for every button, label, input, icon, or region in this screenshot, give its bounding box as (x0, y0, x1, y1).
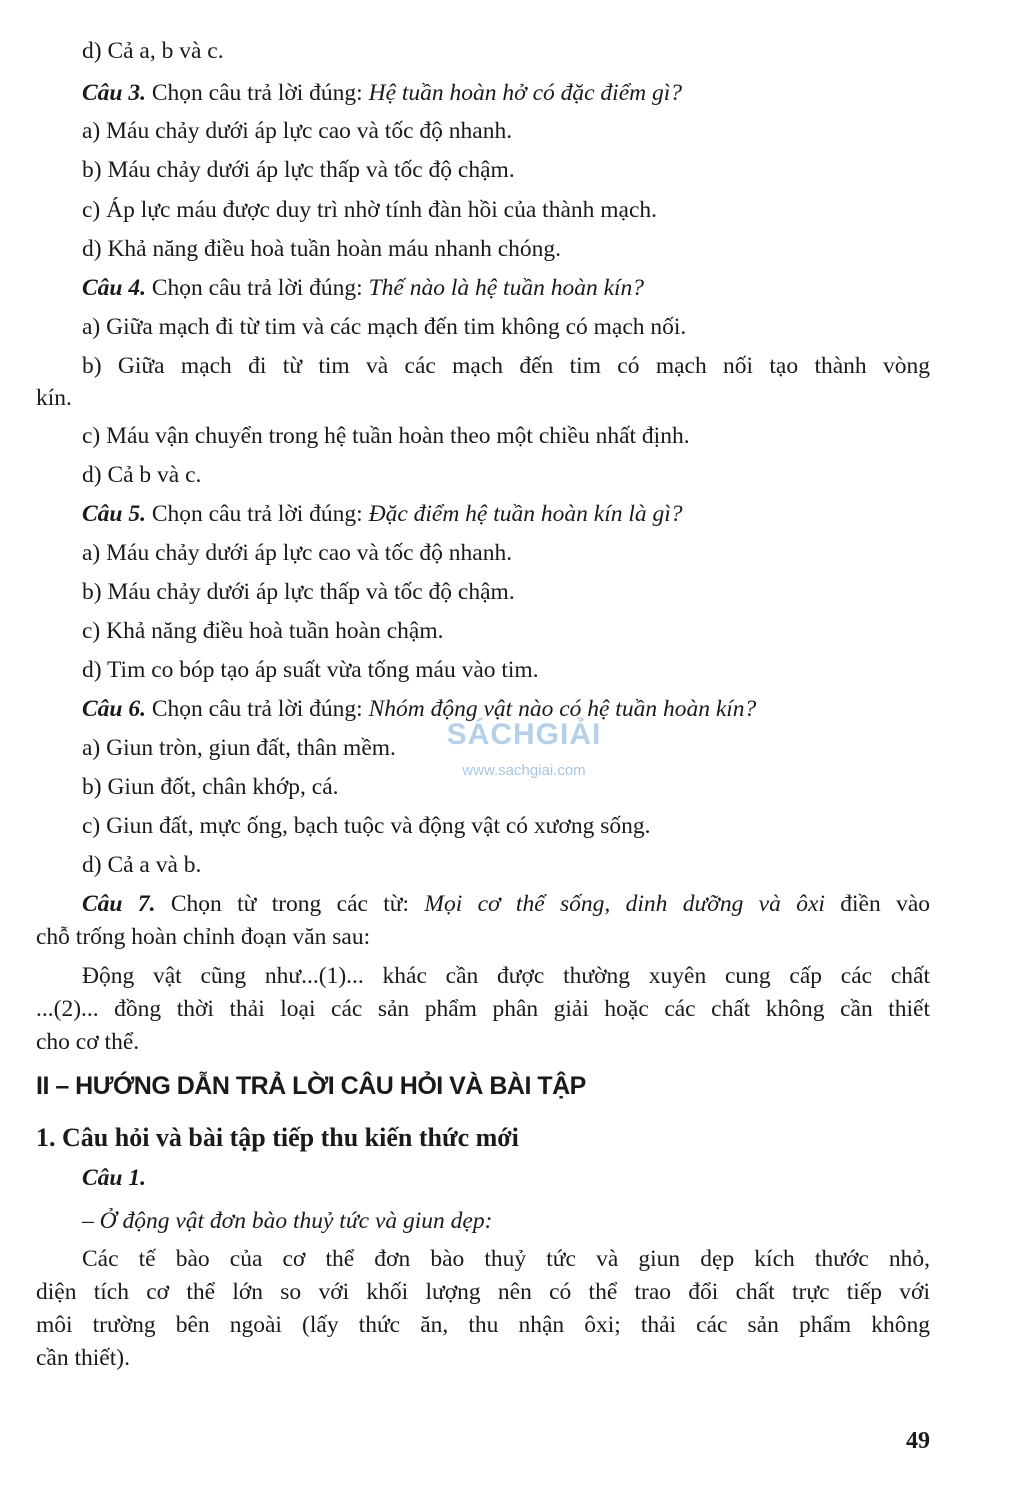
paragraph-line: cho cơ thể. (36, 1029, 140, 1055)
option-line: b) Giun đốt, chân khớp, cá. (82, 774, 339, 800)
option-line: c) Khả năng điều hoà tuần hoàn chậm. (82, 618, 444, 644)
question-prompt: Chọn câu trả lời đúng: (146, 80, 369, 106)
option-line: c) Máu vận chuyển trong hệ tuần hoàn theo một chiều nhất định. (82, 423, 690, 449)
question-label: Câu 3. (82, 80, 146, 106)
paragraph-line: cần thiết). (36, 1345, 130, 1371)
option-line: c) Áp lực máu được duy trì nhờ tính đàn hồi của thành mạch. (82, 197, 658, 223)
watermark (424, 718, 624, 808)
answer-label: Câu 1. (82, 1165, 146, 1191)
option-line: d) Khả năng điều hoà tuần hoàn máu nhanh chóng. (82, 236, 562, 262)
question-4 (82, 273, 644, 303)
question-label: Câu 7. (82, 891, 156, 917)
paragraph-line: diện tích cơ thể lớn so với khối lượng nên có thể trao đổi chất trực tiếp với (36, 1279, 930, 1305)
section-heading: II – HƯỚNG DẪN TRẢ LỜI CÂU HỎI VÀ BÀI TẬP (36, 1072, 586, 1100)
option-line: a) Giữa mạch đi từ tim và các mạch đến tim không có mạch nối. (82, 314, 687, 340)
question-text: Hệ tuần hoàn hở có đặc điểm gì? (368, 80, 683, 106)
question-5 (82, 499, 683, 529)
option-line: b) Máu chảy dưới áp lực thấp và tốc độ chậm. (82, 579, 515, 605)
question-3 (82, 78, 682, 108)
question-prompt: Chọn câu trả lời đúng: (146, 696, 369, 722)
paragraph-line: môi trường bên ngoài (lấy thức ăn, thu nhận ôxi; thải các sản phẩm không (36, 1312, 930, 1338)
paragraph-line: ...(2)... đồng thời thải loại các sản phẩm phân giải hoặc các chất không cần thiết (36, 996, 930, 1022)
option-line-continued: kín. (36, 385, 72, 411)
option-line: d) Cả b và c. (82, 462, 202, 488)
paragraph-line: Các tế bào của cơ thể đơn bào thuỷ tức và giun dẹp kích thước nhỏ, (82, 1246, 930, 1272)
option-line: d) Cả a, b và c. (82, 38, 224, 64)
option-line: d) Cả a và b. (82, 852, 202, 878)
question-prompt: Chọn câu trả lời đúng: (146, 501, 369, 527)
question-text: Nhóm động vật nào có hệ tuần hoàn kín? (368, 696, 757, 722)
question-6 (82, 694, 756, 724)
watermark-url: www.sachgiai.com (462, 762, 586, 779)
page-number: 49 (906, 1428, 930, 1454)
option-line: b) Giữa mạch đi từ tim và các mạch đến tim có mạch nối tạo thành vòng (82, 353, 930, 379)
question-label: Câu 5. (82, 501, 146, 527)
question-text: Đặc điểm hệ tuần hoàn kín là gì? (368, 501, 683, 527)
option-line: d) Tim co bóp tạo áp suất vừa tống máu vào tim. (82, 657, 539, 683)
question-words: Mọi cơ thể sống, dinh dưỡng và ôxi (424, 891, 825, 917)
question-prompt: Chọn câu trả lời đúng: (146, 275, 369, 301)
subsection-heading: 1. Câu hỏi và bài tập tiếp thu kiến thức mới (36, 1123, 519, 1152)
answer-subtitle: – Ở động vật đơn bào thuỷ tức và giun dẹp: (82, 1208, 493, 1234)
question-tail: điền vào (824, 891, 930, 917)
option-line: b) Máu chảy dưới áp lực thấp và tốc độ chậm. (82, 157, 515, 183)
question-7 (82, 889, 930, 919)
question-label: Câu 6. (82, 696, 146, 722)
option-line: a) Máu chảy dưới áp lực cao và tốc độ nhanh. (82, 540, 513, 566)
option-line: c) Giun đất, mực ống, bạch tuộc và động vật có xương sống. (82, 813, 651, 839)
question-label: Câu 4. (82, 275, 146, 301)
question-text: Thế nào là hệ tuần hoàn kín? (368, 275, 645, 301)
option-line: a) Máu chảy dưới áp lực cao và tốc độ nhanh. (82, 118, 513, 144)
question-prompt: Chọn từ trong các từ: (155, 891, 425, 917)
question-7-continued: chỗ trống hoàn chỉnh đoạn văn sau: (36, 924, 371, 950)
watermark-logo: SÁCHGIẢI (446, 718, 602, 751)
option-line: a) Giun tròn, giun đất, thân mềm. (82, 735, 396, 761)
paragraph-line: Động vật cũng như...(1)... khác cần được thường xuyên cung cấp các chất (82, 963, 930, 989)
